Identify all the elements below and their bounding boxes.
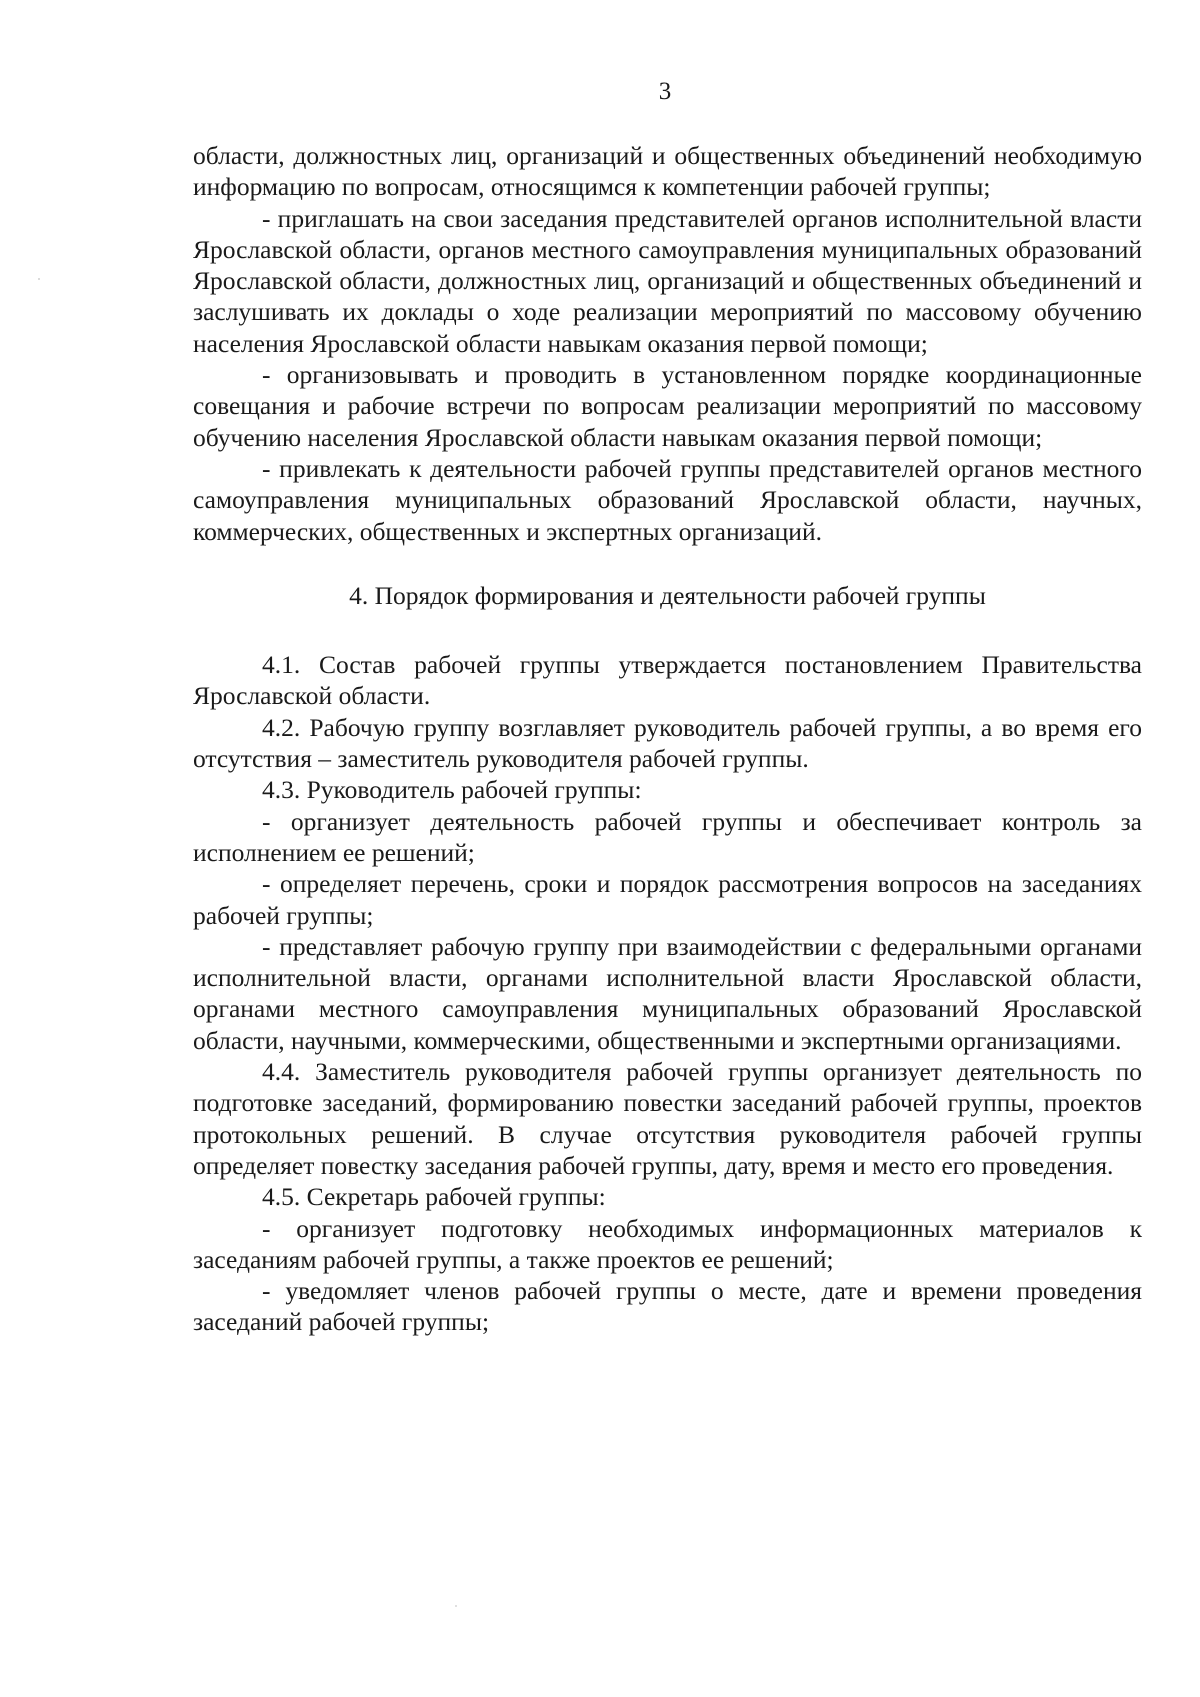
paragraph-4-3: 4.3. Руководитель рабочей группы: xyxy=(262,775,642,805)
page-number: 3 xyxy=(658,78,672,105)
paragraph-4-3-item-represents: - представляет рабочую группу при взаимодействии с федеральными органами исполнительной власти, органами исполнительной власти Ярославской области, органами местного самоуправления муниципальных образований Ярославской области, научными, коммерческими, общественными и экспертными организациями. xyxy=(193,931,1142,1055)
rights-item-meetings: - организовывать и проводить в установленном порядке координационные совещания и рабочие встречи по вопросам реализации мероприятий по массовому обучению населения Ярославской области навыкам оказания первой помощи; xyxy=(193,360,1142,452)
scan-speck xyxy=(38,278,40,280)
paragraph-4-5-item-prepares: - организует подготовку необходимых информационных материалов к заседаниям рабочей группы, а также проектов ее решений; xyxy=(193,1213,1142,1274)
paragraph-4-3-item-defines: - определяет перечень, сроки и порядок рассмотрения вопросов на заседаниях рабочей группы; xyxy=(193,869,1142,930)
paragraph-4-2: 4.2. Рабочую группу возглавляет руководитель рабочей группы, а во время его отсутствия – заместитель руководителя рабочей группы. xyxy=(193,712,1142,774)
scan-speck xyxy=(455,1605,457,1607)
document-body xyxy=(193,140,1142,1338)
paragraph-4-5-item-notifies: - уведомляет членов рабочей группы о месте, дате и времени проведения заседаний рабочей группы; xyxy=(193,1276,1142,1337)
paragraph-4-4: 4.4. Заместитель руководителя рабочей группы организует деятельность по подготовке заседаний, формированию повестки заседаний рабочей группы, проектов протокольных решений. В случае отсутствия руководителя рабочей группы определяет повестку заседания рабочей группы, дату, время и место его проведения. xyxy=(193,1057,1142,1180)
rights-item-involve: - привлекать к деятельности рабочей группы представителей органов местного самоуправления муниципальных образований Ярославской области, научных, коммерческих, общественных и экспертных организаций. xyxy=(193,453,1142,546)
section-4-heading: 4. Порядок формирования и деятельности рабочей группы xyxy=(349,580,986,610)
rights-item-invite: - приглашать на свои заседания представителей органов исполнительной власти Ярославской области, органов местного самоуправления муниципальных образований Ярославской области, должностных лиц, организаций и общественных объединений и заслушивать их доклады о ходе реализации мероприятий по массовому обучению населения Ярославской области навыкам оказания первой помощи; xyxy=(193,203,1142,358)
paragraph-4-5: 4.5. Секретарь рабочей группы: xyxy=(262,1182,606,1212)
paragraph-4-1: 4.1. Состав рабочей группы утверждается постановлением Правительства Ярославской области. xyxy=(193,650,1142,711)
paragraph-4-3-item-organizes: - организует деятельность рабочей группы и обеспечивает контроль за исполнением ее решений; xyxy=(193,806,1142,867)
continuation-paragraph: области, должностных лиц, организаций и общественных объединений необходимую информацию по вопросам, относящимся к компетенции рабочей группы; xyxy=(193,141,1142,202)
